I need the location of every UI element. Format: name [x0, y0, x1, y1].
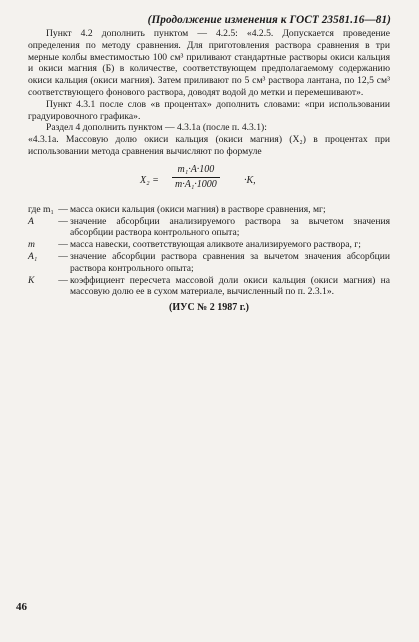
definition-text: значение абсорбции раствора сравнения за вычетом значения абсорбции раствора контрольного опыта;	[70, 250, 390, 274]
definition-symbol: m	[28, 239, 35, 251]
fraction-bar	[172, 177, 220, 178]
definition-symbol: где m₁	[28, 203, 54, 215]
paragraph-4-3-1: Пункт 4.3.1 после слов «в процентах» дополнить словами: «при использовании градуировочного графика».	[28, 98, 390, 122]
definition-dash: —	[58, 203, 68, 215]
definition-text: масса навески, соответствующая аликвоте анализируемого раствора, г;	[70, 239, 361, 251]
definition-dash: —	[58, 215, 68, 227]
definition-row	[28, 251, 390, 275]
formula-numerator: m₁·A·100	[177, 163, 215, 175]
formula-lhs: X₂ =	[140, 174, 159, 186]
definition-row	[28, 204, 390, 216]
definition-text: коэффициент пересчета массовой доли окиси кальция (окиси магния) на массовую долю ее в сухом материале, вычисленный по п. 2.3.1».	[70, 274, 390, 298]
paragraph-section-4: Раздел 4 дополнить пунктом — 4.3.1а (после п. 4.3.1):	[46, 122, 267, 134]
source-reference: (ИУС № 2 1987 г.)	[169, 302, 249, 314]
paragraph-4-3-1a: «4.3.1а. Массовую долю окиси кальция (окиси магния) (X₂) в процентах при использовании метода сравнения вычисляют по формуле	[28, 134, 390, 157]
definition-row	[28, 239, 390, 251]
document-body	[28, 28, 390, 314]
page-number: 46	[16, 601, 27, 613]
header-note: (Продолжение изменения к ГОСТ 23581.16—81)	[147, 14, 391, 26]
formula-rhs: ·K,	[244, 174, 256, 186]
definition-row	[28, 216, 390, 240]
formula-denominator: m·A₁·1000	[175, 178, 217, 190]
definition-dash: —	[58, 274, 68, 286]
definition-text: значение абсорбции анализируемого раствора за вычетом значения абсорбции раствора контрольного опыта;	[70, 215, 390, 239]
definition-text: масса окиси кальция (окиси магния) в растворе сравнения, мг;	[70, 203, 326, 215]
definition-row	[28, 275, 390, 299]
definition-dash: —	[58, 250, 68, 262]
definition-dash: —	[58, 239, 68, 251]
definition-symbol: K	[28, 274, 35, 286]
formula-fraction	[172, 164, 220, 191]
paragraph-4-2-5: Пункт 4.2 дополнить пунктом — 4.2.5: «4.2.5. Допускается проведение определения по методу сравнения. Для приготовления раствора сравнения в три мерные колбы вместимостью 100 см³ приливают стандартные растворы окиси кальция и окиси магния (Б) в количестве, соответствующем предполагаемому содержанию окиси кальция (окиси магния). Затем приливают по 5 см³ раствора лантана, по 12,5 см³ соответствующего фонового раствора, доводят водой до метки и перемешивают».	[28, 28, 390, 98]
definition-symbol: A	[28, 215, 34, 227]
definitions-list	[28, 204, 390, 298]
formula	[140, 164, 390, 198]
definition-symbol: A₁	[28, 250, 38, 262]
